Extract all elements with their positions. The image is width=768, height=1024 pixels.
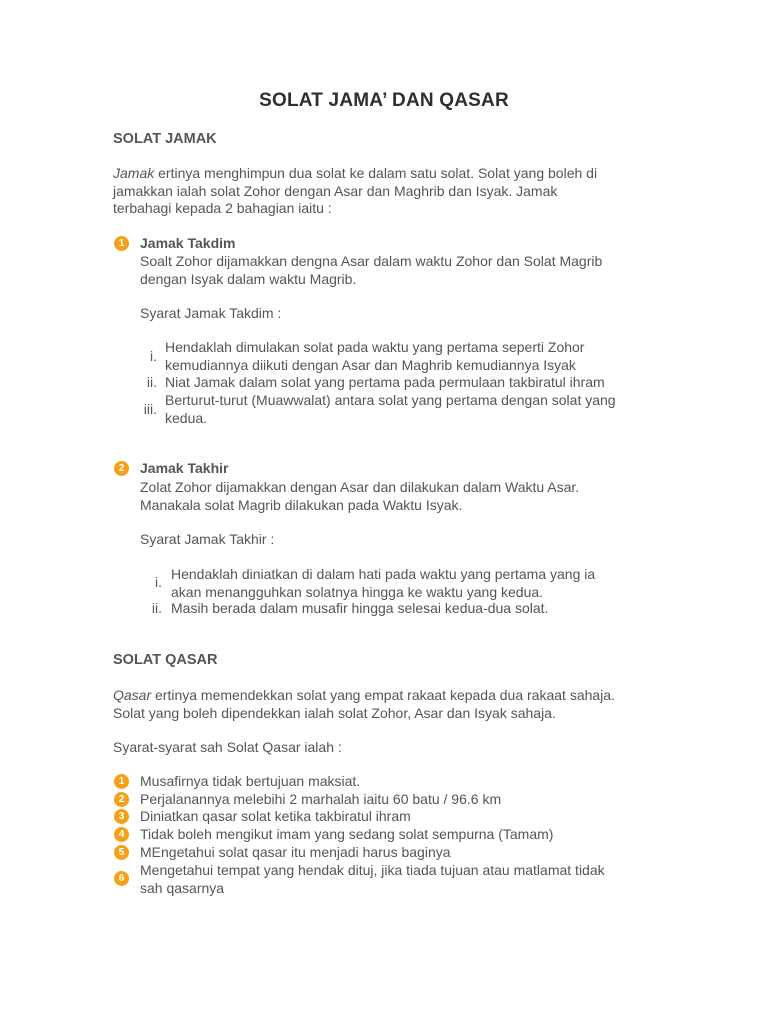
takdim-description: [140, 253, 680, 288]
takdim-syarat-item-1-line-2: kemudiannya diikuti dengan Asar dan Maghrib kemudiannya Isyak: [165, 356, 576, 373]
takhir-syarat-item-2: Masih berada dalam musafir hingga selesai kedua-dua solat.: [171, 600, 549, 616]
takhir-syarat-num-2: ii.: [151, 600, 162, 616]
takhir-heading: Jamak Takhir: [140, 460, 229, 476]
takdim-syarat-num-1: i.: [150, 348, 157, 364]
badge-number-3-icon: 3: [114, 809, 129, 824]
jamak-intro: [113, 165, 673, 218]
qasar-item-6: [140, 862, 660, 897]
takhir-syarat-num-1: i.: [155, 574, 162, 590]
takhir-syarat-item-1-line-1: Hendaklah diniatkan di dalam hati pada waktu yang pertama yang ia: [171, 566, 596, 582]
qasar-syarat-label: Syarat-syarat sah Solat Qasar ialah :: [113, 739, 342, 755]
takdim-syarat-item-2: Niat Jamak dalam solat yang pertama pada permulaan takbiratul ihram: [165, 374, 605, 390]
qasar-item-6-line-1: Mengetahui tempat yang hendak dituj, jika tiada tujuan atau matlamat tidak: [140, 862, 605, 878]
qasar-term: Qasar: [113, 687, 152, 703]
takdim-syarat-item-3: [165, 392, 665, 427]
takdim-syarat-item-3-line-1: Berturut-turut (Muawwalat) antara solat yang pertama dengan solat yang: [165, 392, 616, 408]
qasar-intro-line-2: Solat yang boleh dipendekkan ialah solat Zohor, Asar dan Isyak sahaja.: [113, 704, 556, 721]
jamak-intro-line-2: jamakkan ialah solat Zohor dengan Asar dan Maghrib dan Isyak. Jamak: [113, 182, 558, 199]
page-title: SOLAT JAMA’ DAN QASAR: [259, 90, 509, 111]
jamak-intro-line-1: [113, 165, 673, 183]
badge-number-4-icon: 4: [114, 827, 129, 842]
qasar-item-5: MEngetahui solat qasar itu menjadi harus baginya: [140, 844, 451, 860]
badge-number-1-icon: 1: [114, 774, 129, 789]
takdim-desc-line-2: dengan Isyak dalam waktu Magrib.: [140, 270, 357, 287]
takhir-desc-line-1: Zolat Zohor dijamakkan dengan Asar dan dilakukan dalam Waktu Asar.: [140, 479, 580, 495]
takdim-syarat-num-3: iii.: [143, 401, 157, 417]
jamak-intro-line-3: terbahagi kepada 2 bahagian iaitu :: [113, 200, 332, 216]
qasar-item-2: Perjalanannya melebihi 2 marhalah iaitu 60 batu / 96.6 km: [140, 791, 502, 807]
section-heading-qasar: SOLAT QASAR: [113, 652, 218, 668]
qasar-item-6-line-2: sah qasarnya: [140, 879, 225, 896]
qasar-intro-line-1: [113, 687, 673, 705]
badge-number-5-icon: 5: [114, 845, 129, 860]
takhir-syarat-item-1-line-2: akan menangguhkan solatnya hingga ke waktu yang kedua.: [171, 583, 544, 600]
section-heading-jamak: SOLAT JAMAK: [113, 131, 217, 147]
takdim-heading: Jamak Takdim: [140, 235, 236, 251]
takhir-syarat-label: Syarat Jamak Takhir :: [140, 531, 275, 547]
takdim-syarat-item-1-line-1: Hendaklah dimulakan solat pada waktu yang pertama seperti Zohor: [165, 339, 585, 355]
qasar-intro: [113, 687, 673, 722]
badge-number-2-icon: 2: [114, 792, 129, 807]
qasar-item-4: Tidak boleh mengikut imam yang sedang solat sempurna (Tamam): [140, 826, 554, 842]
takhir-desc-line-2: Manakala solat Magrib dilakukan pada Waktu Isyak.: [140, 496, 463, 513]
badge-number-1-icon: 1: [114, 236, 129, 251]
takdim-syarat-item-1: [165, 339, 665, 374]
badge-number-6-icon: 6: [114, 871, 129, 886]
takdim-desc-line-1: Soalt Zohor dijamakkan dengna Asar dalam waktu Zohor dan Solat Magrib: [140, 253, 603, 269]
badge-number-2-icon: 2: [114, 461, 129, 476]
qasar-item-1: Musafirnya tidak bertujuan maksiat.: [140, 773, 361, 789]
takdim-syarat-num-2: ii.: [146, 374, 157, 390]
takdim-syarat-item-3-line-2: kedua.: [165, 409, 208, 426]
takdim-syarat-label: Syarat Jamak Takdim :: [140, 305, 282, 321]
jamak-intro-line-1-text: ertinya menghimpun dua solat ke dalam satu solat. Solat yang boleh di: [154, 165, 598, 181]
jamak-term: Jamak: [113, 165, 155, 181]
takhir-description: [140, 479, 680, 514]
qasar-item-3: Diniatkan qasar solat ketika takbiratul ihram: [140, 808, 411, 824]
takhir-syarat-item-1: [171, 566, 671, 601]
qasar-intro-line-1-text: ertinya memendekkan solat yang empat rakaat kepada dua rakaat sahaja.: [151, 687, 615, 703]
